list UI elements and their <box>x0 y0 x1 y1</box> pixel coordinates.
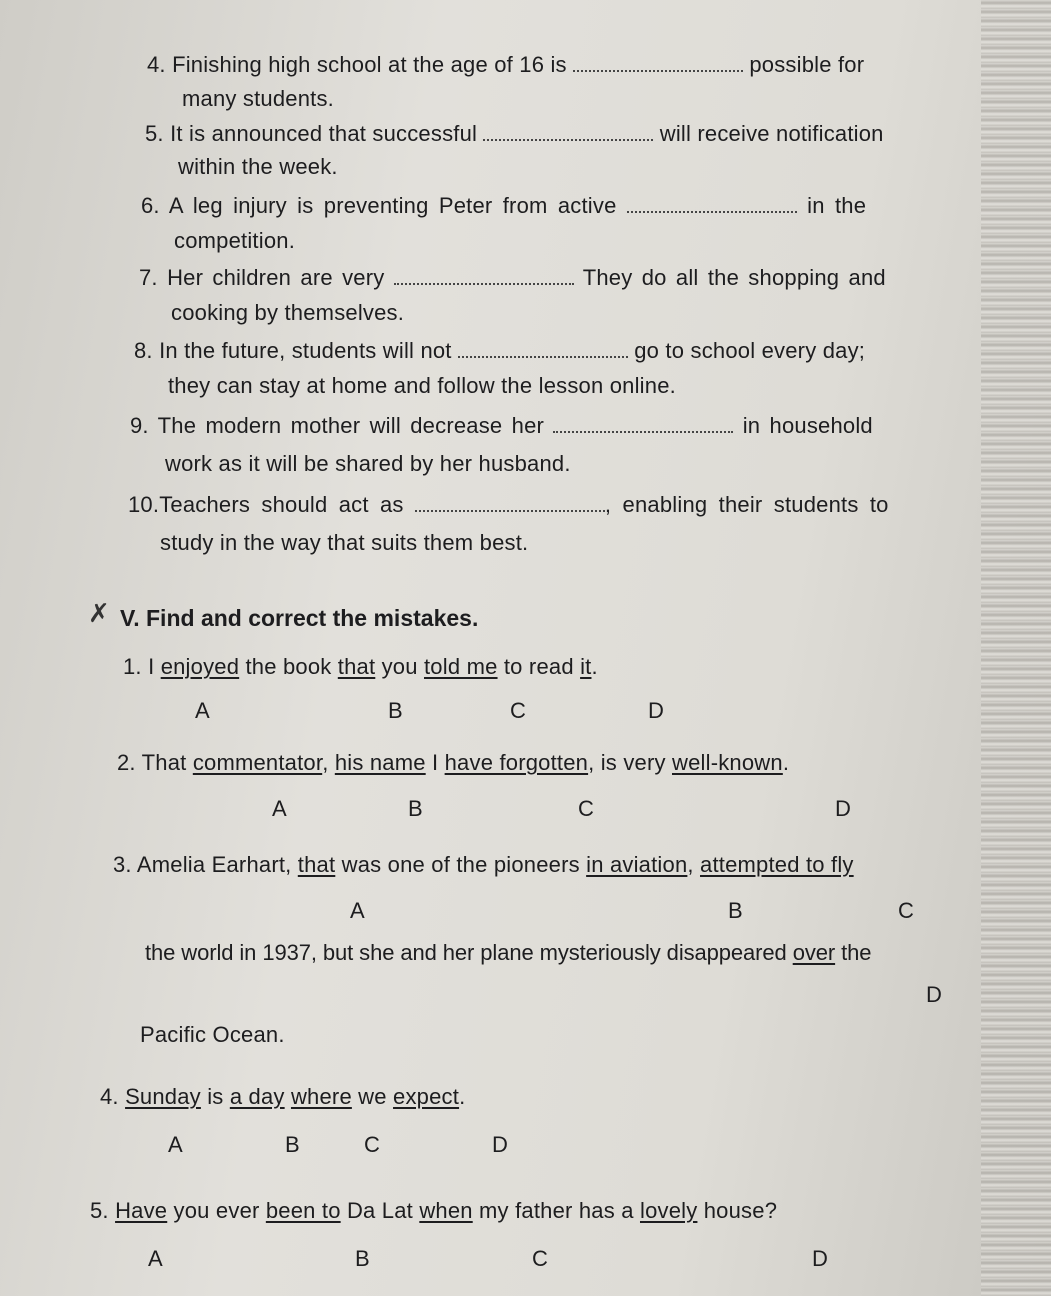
letter-d: D <box>492 1132 508 1157</box>
underlined-option-b[interactable]: in aviation <box>586 852 688 877</box>
page-edge-shadow <box>981 0 1051 1296</box>
letter-a: A <box>195 698 210 723</box>
letter-c: C <box>578 796 594 821</box>
handwritten-x-mark: ✗ <box>88 598 110 628</box>
item-7-line-1: 7. Her children are very They do all the shopping and <box>139 265 886 290</box>
underlined-option-d[interactable]: lovely <box>639 1198 698 1223</box>
item-9-line-2: work as it will be shared by her husband. <box>165 451 571 476</box>
mistake-item-2: 2. That commentator, his name I have forgotten, is very well-known. <box>117 750 790 775</box>
item-4-line-2: many students. <box>182 86 334 111</box>
answer-blank[interactable] <box>627 205 797 213</box>
mistake-item-3-line-1: 3. Amelia Earhart, that was one of the pioneers in aviation, attempted to fly <box>113 852 854 877</box>
item-7-line-2: cooking by themselves. <box>171 300 405 325</box>
underlined-option-a[interactable]: Sunday <box>125 1084 201 1109</box>
mistake-item-3-line-2: the world in 1937, but she and her plane mysteriously disappeared over the <box>145 940 872 965</box>
letter-a: A <box>148 1246 163 1271</box>
item-4-line-1: 4. Finishing high school at the age of 16 is possible for <box>147 52 865 77</box>
item-8-line-1: 8. In the future, students will not go to school every day; <box>134 338 866 363</box>
item-8-line-2: they can stay at home and follow the lesson online. <box>168 373 676 398</box>
answer-blank[interactable] <box>483 133 653 141</box>
underlined-option-d[interactable]: over <box>792 940 836 965</box>
letter-d: D <box>835 796 851 821</box>
mistake-item-1: 1. I enjoyed the book that you told me to read it. <box>123 654 598 679</box>
answer-blank[interactable] <box>458 350 628 358</box>
letter-a: A <box>272 796 287 821</box>
letter-b: B <box>355 1246 370 1271</box>
letter-b: B <box>285 1132 300 1157</box>
underlined-option-c[interactable]: when <box>419 1198 473 1223</box>
answer-blank[interactable] <box>553 425 733 433</box>
letter-d: D <box>648 698 664 723</box>
section-v-title: V. Find and correct the mistakes. <box>120 605 479 631</box>
item-6-line-1: 6. A leg injury is preventing Peter from active in the <box>141 193 867 218</box>
item-6-line-2: competition. <box>174 228 296 253</box>
item-10-line-1: 10.Teachers should act as , enabling their students to <box>128 492 889 517</box>
answer-blank[interactable] <box>394 277 574 285</box>
mistake-item-5: 5. Have you ever been to Da Lat when my father has a lovely house? <box>90 1198 778 1223</box>
letter-d: D <box>926 982 942 1007</box>
letter-c: C <box>510 698 526 723</box>
letter-b: B <box>728 898 743 923</box>
mistake-item-3-line-3: Pacific Ocean. <box>140 1022 285 1047</box>
underlined-option-d[interactable]: well-known <box>672 750 783 775</box>
letter-d: D <box>812 1246 828 1271</box>
underlined-option-a[interactable]: Have <box>115 1198 168 1223</box>
mistake-item-4: 4. Sunday is a day where we expect. <box>100 1084 466 1109</box>
underlined-option-c[interactable]: attempted to fly <box>700 852 854 877</box>
underlined-option-b[interactable]: been to <box>265 1198 341 1223</box>
underlined-option-c[interactable]: where <box>290 1084 352 1109</box>
letter-c: C <box>898 898 914 923</box>
underlined-option-a[interactable]: enjoyed <box>160 654 240 679</box>
underlined-option-a[interactable]: commentator <box>192 750 323 775</box>
letter-a: A <box>350 898 365 923</box>
underlined-option-c[interactable]: have forgotten <box>444 750 589 775</box>
letter-a: A <box>168 1132 183 1157</box>
answer-blank[interactable] <box>573 64 743 72</box>
item-5-line-1: 5. It is announced that successful will receive notification <box>145 121 884 146</box>
letter-b: B <box>408 796 423 821</box>
underlined-option-a[interactable]: that <box>297 852 336 877</box>
item-9-line-1: 9. The modern mother will decrease her in household <box>130 413 873 438</box>
underlined-option-b[interactable]: his name <box>334 750 426 775</box>
item-10-line-2: study in the way that suits them best. <box>160 530 529 555</box>
underlined-option-c[interactable]: told me <box>424 654 498 679</box>
letter-c: C <box>364 1132 380 1157</box>
letter-c: C <box>532 1246 548 1271</box>
underlined-option-b[interactable]: that <box>337 654 376 679</box>
answer-blank[interactable] <box>415 504 605 512</box>
letter-b: B <box>388 698 403 723</box>
item-5-line-2: within the week. <box>178 154 338 179</box>
underlined-option-d[interactable]: it <box>580 654 592 679</box>
underlined-option-d[interactable]: expect <box>393 1084 460 1109</box>
underlined-option-b[interactable]: a day <box>229 1084 285 1109</box>
